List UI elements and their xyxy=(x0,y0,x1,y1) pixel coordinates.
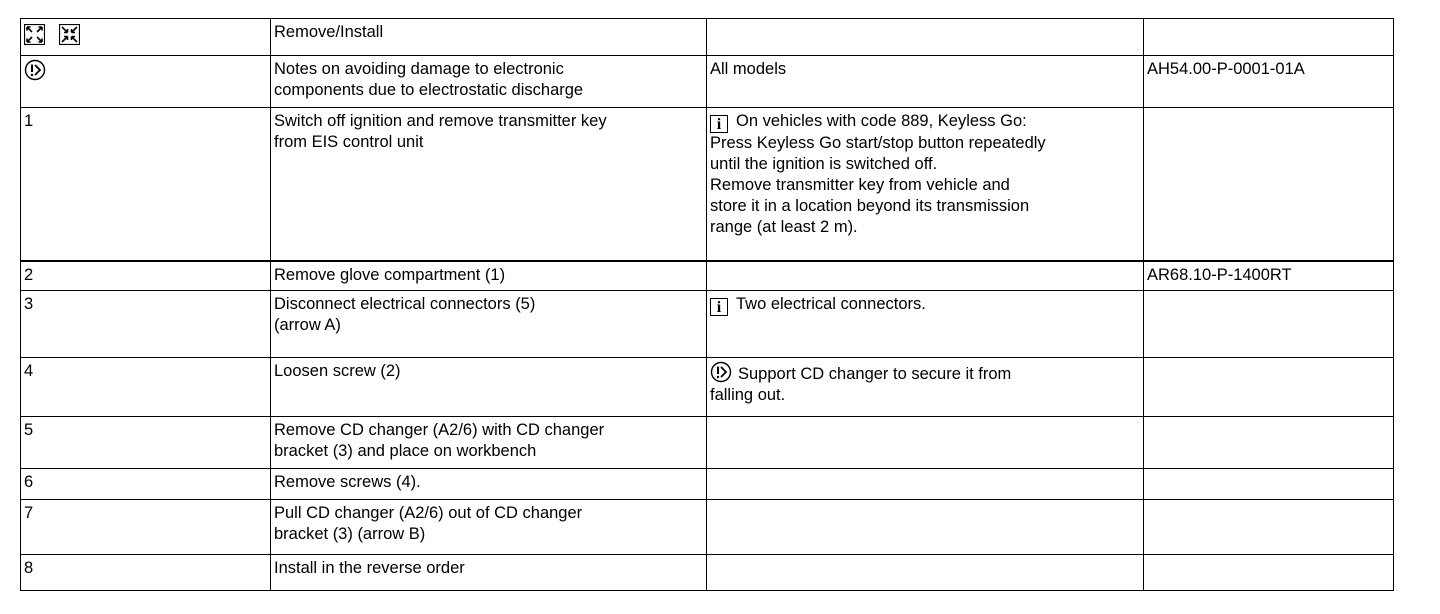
step-row xyxy=(21,291,1394,358)
step-number: 2 xyxy=(21,261,271,291)
header-title: Remove/Install xyxy=(271,19,707,56)
step-reference xyxy=(1144,291,1394,358)
step-note-cell xyxy=(707,108,1144,261)
step-action: Switch off ignition and remove transmitter key from EIS control unit xyxy=(271,108,707,261)
step-reference xyxy=(1144,555,1394,591)
header-empty-cell xyxy=(707,19,1144,56)
step-number: 3 xyxy=(21,291,271,358)
step-action: Install in the reverse order xyxy=(271,555,707,591)
header-row xyxy=(21,19,1394,56)
step-note: Support CD changer to secure it from falling out. xyxy=(710,365,1012,404)
info-icon: i xyxy=(710,298,728,316)
install-icon xyxy=(59,24,80,45)
step-note-cell xyxy=(707,291,1144,358)
step-row xyxy=(21,358,1394,417)
step-number: 8 xyxy=(21,555,271,591)
step-row xyxy=(21,261,1394,291)
step-note-cell xyxy=(707,555,1144,591)
step-note-cell xyxy=(707,469,1144,500)
step-row xyxy=(21,555,1394,591)
step-reference xyxy=(1144,500,1394,555)
notes-reference[interactable]: AH54.00-P-0001-01A xyxy=(1144,56,1394,108)
step-reference xyxy=(1144,358,1394,417)
step-action: Disconnect electrical connectors (5) (arrow A) xyxy=(271,291,707,358)
procedure-table xyxy=(20,18,1394,591)
header-icons-cell xyxy=(21,19,271,56)
step-reference xyxy=(1144,108,1394,261)
step-note: Two electrical connectors. xyxy=(736,295,926,313)
notes-row xyxy=(21,56,1394,108)
step-reference xyxy=(1144,469,1394,500)
remove-icon xyxy=(24,24,45,45)
step-reference xyxy=(1144,417,1394,469)
step-action: Loosen screw (2) xyxy=(271,358,707,417)
notes-icon-cell xyxy=(21,56,271,108)
step-number: 4 xyxy=(21,358,271,417)
step-row xyxy=(21,108,1394,261)
step-note-cell xyxy=(707,500,1144,555)
info-icon: i xyxy=(710,115,728,133)
step-row xyxy=(21,417,1394,469)
step-number: 1 xyxy=(21,108,271,261)
notes-text: Notes on avoiding damage to electronic components due to electrostatic discharge xyxy=(271,56,707,108)
caution-icon xyxy=(710,361,732,383)
step-note-cell xyxy=(707,358,1144,417)
step-action: Remove glove compartment (1) xyxy=(271,261,707,291)
header-empty-cell xyxy=(1144,19,1394,56)
step-note-cell xyxy=(707,417,1144,469)
caution-icon xyxy=(24,59,46,81)
step-action: Remove screws (4). xyxy=(271,469,707,500)
step-row xyxy=(21,500,1394,555)
step-number: 7 xyxy=(21,500,271,555)
step-reference[interactable]: AR68.10-P-1400RT xyxy=(1144,261,1394,291)
step-row xyxy=(21,469,1394,500)
step-note-cell xyxy=(707,261,1144,291)
step-note: On vehicles with code 889, Keyless Go: Press Keyless Go start/stop button repeatedly until the ignition is switched off. Remove transmitter key from vehicle and store it in a location beyond its transmission range (at least 2 m). xyxy=(710,112,1046,236)
step-action: Pull CD changer (A2/6) out of CD changer bracket (3) (arrow B) xyxy=(271,500,707,555)
step-number: 5 xyxy=(21,417,271,469)
step-number: 6 xyxy=(21,469,271,500)
notes-applicability: All models xyxy=(707,56,1144,108)
step-action: Remove CD changer (A2/6) with CD changer bracket (3) and place on workbench xyxy=(271,417,707,469)
